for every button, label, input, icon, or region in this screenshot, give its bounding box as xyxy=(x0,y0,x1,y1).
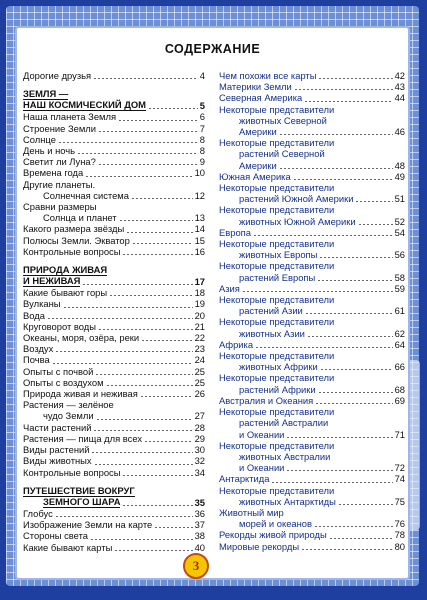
toc-page-number: 16 xyxy=(194,245,205,257)
toc-entry-title: Глобус xyxy=(23,507,53,519)
toc-page-number: 36 xyxy=(194,507,205,519)
toc-page-number: 44 xyxy=(394,92,405,104)
dot-leader xyxy=(271,482,392,483)
dot-leader xyxy=(286,437,392,438)
toc-section-heading xyxy=(23,100,205,111)
toc-page-number: 7 xyxy=(199,122,205,134)
toc-entry xyxy=(219,227,405,238)
dot-leader xyxy=(279,168,393,169)
toc-page xyxy=(17,28,408,578)
toc-entry-title: растений Азии xyxy=(239,305,303,317)
toc-entry-title: Воздух xyxy=(23,343,54,355)
toc-page-number: 28 xyxy=(194,421,205,433)
toc-entry-title: и Океании xyxy=(239,462,285,474)
toc-entry xyxy=(219,193,405,204)
toc-entry xyxy=(219,70,405,81)
toc-entry xyxy=(219,339,405,350)
dot-leader xyxy=(314,526,393,527)
toc-entry-title: Животный мир xyxy=(219,506,284,518)
toc-entry xyxy=(219,529,405,540)
dot-leader xyxy=(122,475,192,476)
dot-leader xyxy=(293,179,393,180)
dot-leader xyxy=(98,329,193,330)
dot-leader xyxy=(98,131,198,132)
dot-leader xyxy=(90,539,193,540)
toc-entry-title: И НЕЖИВАЯ xyxy=(23,275,81,287)
toc-entry-title: растений Южной Америки xyxy=(239,193,354,205)
toc-entry xyxy=(23,156,205,167)
toc-entry-title: Азия xyxy=(219,282,240,294)
toc-entry-title: Некоторые представители xyxy=(219,103,335,115)
toc-entry-title: Некоторые представители xyxy=(219,316,335,328)
dot-leader xyxy=(98,164,198,165)
toc-entry xyxy=(219,305,405,316)
toc-page-number: 49 xyxy=(394,170,405,182)
dot-leader xyxy=(304,101,392,102)
toc-entry xyxy=(23,201,205,212)
toc-entry-title: Америки xyxy=(239,159,277,171)
toc-entry xyxy=(23,310,205,321)
toc-entry-title: Северная Америка xyxy=(219,92,303,104)
toc-page-number: 22 xyxy=(194,332,205,344)
toc-entry xyxy=(23,70,205,81)
dot-leader xyxy=(242,291,393,292)
toc-entry xyxy=(219,361,405,372)
toc-page-number: 56 xyxy=(394,249,405,261)
toc-entry xyxy=(23,145,205,156)
dot-leader xyxy=(52,363,193,364)
toc-page-number: 75 xyxy=(394,495,405,507)
toc-entry xyxy=(219,384,405,395)
toc-entry-title: Африка xyxy=(219,338,254,350)
dot-leader xyxy=(315,403,392,404)
toc-entry xyxy=(219,272,405,283)
toc-entry xyxy=(23,235,205,246)
dot-leader xyxy=(141,340,192,341)
toc-entry xyxy=(23,134,205,145)
toc-entry xyxy=(23,433,205,444)
toc-entry-title: Солнца и планет xyxy=(43,212,117,224)
toc-entry-title: животных Северной xyxy=(239,114,327,126)
dot-leader xyxy=(122,505,192,506)
toc-entry xyxy=(23,399,205,410)
toc-page-number: 62 xyxy=(394,327,405,339)
toc-page-number: 43 xyxy=(394,81,405,93)
toc-entry-title: растений Европы xyxy=(239,271,316,283)
toc-page-number: 14 xyxy=(194,223,205,235)
toc-entry xyxy=(219,81,405,92)
toc-entry-title: Почва xyxy=(23,354,50,366)
dot-leader xyxy=(286,470,392,471)
toc-entry-title: животных Африки xyxy=(239,361,318,373)
toc-page-number: 48 xyxy=(394,159,405,171)
dot-leader xyxy=(126,232,192,233)
toc-entry xyxy=(23,354,205,365)
dot-leader xyxy=(93,430,192,431)
dot-leader xyxy=(253,235,393,236)
toc-entry-title: животных Европы xyxy=(239,249,318,261)
toc-entry-title: Океаны, моря, озёра, реки xyxy=(23,332,140,344)
toc-entry-title: растений Северной xyxy=(239,148,325,160)
toc-page-number: 32 xyxy=(194,455,205,467)
toc-page-number: 61 xyxy=(394,305,405,317)
toc-entry xyxy=(219,294,405,305)
toc-entry-title: Времена года xyxy=(23,167,84,179)
dot-leader xyxy=(318,392,393,393)
toc-entry-title: Некоторые представители xyxy=(219,260,335,272)
toc-entry xyxy=(23,343,205,354)
toc-page-number: 6 xyxy=(199,111,205,123)
toc-entry-title: Некоторые представители xyxy=(219,182,335,194)
dot-leader xyxy=(320,369,393,370)
toc-entry xyxy=(219,440,405,451)
toc-entry xyxy=(219,316,405,327)
toc-entry-title: ПРИРОДА ЖИВАЯ xyxy=(23,264,108,276)
toc-entry-title: Некоторые представители xyxy=(219,372,335,384)
toc-entry-title: ПУТЕШЕСТВИЕ ВОКРУГ xyxy=(23,484,135,496)
toc-entry xyxy=(219,395,405,406)
toc-entry xyxy=(23,190,205,201)
toc-entry-title: Растения — пища для всех xyxy=(23,432,143,444)
dot-leader xyxy=(329,538,393,539)
toc-entry-title: Круговорот воды xyxy=(23,320,96,332)
toc-right-column xyxy=(219,70,405,552)
toc-entry-title: Вулканы xyxy=(23,298,61,310)
toc-entry xyxy=(219,126,405,137)
toc-page-number: 17 xyxy=(194,276,205,288)
toc-page-number: 78 xyxy=(394,529,405,541)
toc-page-number: 8 xyxy=(199,145,205,157)
toc-entry xyxy=(23,332,205,343)
toc-entry-title: НАШ КОСМИЧЕСКИЙ ДОМ xyxy=(23,99,146,111)
toc-page-number: 66 xyxy=(394,361,405,373)
toc-page-number: 4 xyxy=(199,70,205,81)
toc-entry-title: морей и океанов xyxy=(239,518,312,530)
toc-page-number: 69 xyxy=(394,394,405,406)
toc-entry-title: ЗЕМЛЯ — xyxy=(23,88,69,100)
toc-entry xyxy=(219,92,405,103)
dot-leader xyxy=(318,78,392,79)
toc-entry xyxy=(23,366,205,377)
dot-leader xyxy=(307,336,393,337)
toc-page-number: 21 xyxy=(194,320,205,332)
toc-entry-title: Контрольные вопросы xyxy=(23,466,121,478)
toc-entry xyxy=(23,388,205,399)
toc-entry-title: Контрольные вопросы xyxy=(23,245,121,257)
toc-entry-title: День и ночь xyxy=(23,145,76,157)
toc-entry xyxy=(219,429,405,440)
toc-page-number: 37 xyxy=(194,519,205,531)
toc-page-number: 74 xyxy=(394,473,405,485)
section-gap xyxy=(23,257,205,264)
toc-entry-title: Некоторые представители xyxy=(219,137,335,149)
toc-entry xyxy=(23,223,205,234)
toc-page-number: 23 xyxy=(194,343,205,355)
toc-entry-title: растений Австралии xyxy=(239,417,329,429)
dot-leader xyxy=(63,307,193,308)
dot-leader xyxy=(301,549,392,550)
toc-entry-title: Некоторые представители xyxy=(219,350,335,362)
toc-entry xyxy=(219,148,405,159)
dot-leader xyxy=(338,504,393,505)
dot-leader xyxy=(132,243,193,244)
toc-entry-title: Сравни размеры xyxy=(23,201,97,213)
dot-leader xyxy=(93,78,198,79)
toc-section-heading xyxy=(23,264,205,276)
toc-entry-title: Антарктида xyxy=(219,473,270,485)
toc-entry-title: Мировые рекорды xyxy=(219,540,300,552)
toc-entry-title: Некоторые представители xyxy=(219,439,335,451)
toc-entry xyxy=(23,321,205,332)
toc-section-heading xyxy=(23,88,205,100)
page-title: СОДЕРЖАНИЕ xyxy=(164,42,261,56)
toc-entry xyxy=(23,377,205,388)
dot-leader xyxy=(95,374,192,375)
toc-left-column xyxy=(23,70,205,553)
toc-entry-title: Некоторые представители xyxy=(219,406,335,418)
toc-entry-title: Материки Земли xyxy=(219,81,292,93)
toc-entry-title: Светит ли Луна? xyxy=(23,156,96,168)
toc-page-number: 59 xyxy=(394,282,405,294)
toc-entry-title: Некоторые представители xyxy=(219,484,335,496)
toc-entry-title: Другие планеты. xyxy=(23,178,96,190)
toc-page-number: 19 xyxy=(194,298,205,310)
toc-entry xyxy=(23,111,205,122)
toc-entry xyxy=(219,260,405,271)
toc-entry-title: животных Антарктиды xyxy=(239,495,336,507)
toc-entry-title: Растения — зелёное xyxy=(23,399,114,411)
dot-leader xyxy=(122,254,192,255)
dot-leader xyxy=(94,464,193,465)
toc-entry-title: Наша планета Земля xyxy=(23,111,117,123)
toc-page-number: 38 xyxy=(194,530,205,542)
toc-entry-title: Части растений xyxy=(23,421,92,433)
dot-leader xyxy=(118,120,198,121)
toc-entry xyxy=(219,328,405,339)
toc-entry-title: Вода xyxy=(23,309,45,321)
toc-entry-title: чудо Земли xyxy=(43,410,94,422)
dot-leader xyxy=(131,198,193,199)
dot-leader xyxy=(319,257,392,258)
toc-entry-title: животных Азии xyxy=(239,327,305,339)
toc-page-number: 68 xyxy=(394,383,405,395)
toc-entry xyxy=(23,455,205,466)
toc-entry-title: Какого размера звёзды xyxy=(23,223,125,235)
toc-entry-title: Виды животных xyxy=(23,455,92,467)
toc-page-number: 20 xyxy=(194,309,205,321)
toc-page-number: 9 xyxy=(199,156,205,168)
toc-entry xyxy=(219,283,405,294)
toc-entry xyxy=(219,216,405,227)
dot-leader xyxy=(96,419,193,420)
toc-entry-title: Природа живая и неживая xyxy=(23,388,138,400)
toc-page-number: 26 xyxy=(194,388,205,400)
toc-page-number: 27 xyxy=(194,410,205,422)
toc-page-number: 46 xyxy=(394,126,405,138)
toc-entry xyxy=(23,422,205,433)
toc-entry-title: и Океании xyxy=(239,428,285,440)
toc-entry xyxy=(219,182,405,193)
toc-page-number: 29 xyxy=(194,432,205,444)
toc-page-number: 58 xyxy=(394,271,405,283)
toc-page-number: 8 xyxy=(199,133,205,145)
dot-leader xyxy=(77,153,198,154)
dot-leader xyxy=(294,89,393,90)
toc-entry-title: Дорогие друзья xyxy=(23,70,92,81)
toc-entry-title: Солнце xyxy=(23,133,56,145)
toc-entry-title: Солнечная система xyxy=(43,189,129,201)
toc-entry xyxy=(219,137,405,148)
dot-leader xyxy=(106,385,193,386)
toc-entry-title: Строение Земли xyxy=(23,122,96,134)
toc-entry xyxy=(219,518,405,529)
toc-page-number: 24 xyxy=(194,354,205,366)
toc-entry-title: животных Австралии xyxy=(239,450,331,462)
toc-entry xyxy=(219,406,405,417)
toc-entry-title: Некоторые представители xyxy=(219,204,335,216)
dot-leader xyxy=(85,176,192,177)
toc-entry-title: животных Южной Америки xyxy=(239,215,356,227)
toc-page-number: 25 xyxy=(194,376,205,388)
toc-entry xyxy=(219,473,405,484)
toc-page-number: 15 xyxy=(194,234,205,246)
dot-leader xyxy=(279,134,393,135)
toc-section-heading xyxy=(23,497,205,508)
dot-leader xyxy=(91,452,192,453)
toc-entry xyxy=(23,246,205,257)
toc-entry xyxy=(23,410,205,421)
toc-page-number: 12 xyxy=(194,189,205,201)
toc-entry xyxy=(219,160,405,171)
toc-page-number: 42 xyxy=(394,70,405,81)
toc-entry xyxy=(23,542,205,553)
toc-entry-title: Рекорды живой природы xyxy=(219,529,327,541)
page-number-badge: 3 xyxy=(183,553,209,579)
dot-leader xyxy=(148,108,198,109)
toc-entry xyxy=(219,238,405,249)
toc-entry-title: Некоторые представители xyxy=(219,238,335,250)
toc-entry xyxy=(219,249,405,260)
toc-page-number: 35 xyxy=(194,496,205,508)
toc-entry-title: Опыты с почвой xyxy=(23,365,94,377)
toc-page-number: 64 xyxy=(394,338,405,350)
toc-entry xyxy=(219,171,405,182)
toc-page-number: 52 xyxy=(394,215,405,227)
dot-leader xyxy=(144,441,193,442)
toc-entry xyxy=(23,519,205,530)
toc-entry xyxy=(219,485,405,496)
toc-entry-title: Чем похожи все карты xyxy=(219,70,317,81)
toc-section-heading xyxy=(23,485,205,497)
toc-page-number: 72 xyxy=(394,462,405,474)
toc-entry xyxy=(219,451,405,462)
toc-entry-title: Виды растений xyxy=(23,444,90,456)
dot-leader xyxy=(82,284,192,285)
toc-page-number: 80 xyxy=(394,540,405,552)
toc-entry-title: ЗЕМНОГО ШАРА xyxy=(43,495,121,507)
section-gap xyxy=(23,81,205,88)
dot-leader xyxy=(154,527,192,528)
toc-page-number: 25 xyxy=(194,365,205,377)
toc-entry xyxy=(219,104,405,115)
toc-entry xyxy=(219,541,405,552)
toc-entry xyxy=(219,496,405,507)
dot-leader xyxy=(119,220,193,221)
dot-leader xyxy=(109,295,192,296)
toc-entry xyxy=(219,115,405,126)
toc-page-number: 76 xyxy=(394,518,405,530)
dot-leader xyxy=(255,347,393,348)
toc-entry xyxy=(23,530,205,541)
toc-entry xyxy=(23,212,205,223)
dot-leader xyxy=(47,318,193,319)
toc-entry xyxy=(23,179,205,190)
toc-page-number: 54 xyxy=(394,226,405,238)
dot-leader xyxy=(140,396,193,397)
toc-entry-title: Америки xyxy=(239,126,277,138)
toc-entry-title: Австралия и Океания xyxy=(219,394,314,406)
toc-entry xyxy=(23,298,205,309)
toc-entry xyxy=(219,372,405,383)
toc-entry xyxy=(23,467,205,478)
toc-entry xyxy=(23,123,205,134)
dot-leader xyxy=(305,313,393,314)
dot-leader xyxy=(58,142,198,143)
toc-entry xyxy=(23,508,205,519)
dot-leader xyxy=(55,516,193,517)
toc-entry-title: Изображение Земли на карте xyxy=(23,519,153,531)
toc-page-number: 5 xyxy=(199,100,205,112)
toc-page-number: 71 xyxy=(394,428,405,440)
toc-entry xyxy=(219,350,405,361)
toc-entry-title: растений Африки xyxy=(239,383,316,395)
toc-entry-title: Южная Америка xyxy=(219,170,291,182)
toc-page-number: 10 xyxy=(194,167,205,179)
section-gap xyxy=(23,478,205,485)
toc-entry xyxy=(23,167,205,178)
toc-entry-title: Полюсы Земли. Экватор xyxy=(23,234,130,246)
toc-page-number: 13 xyxy=(194,212,205,224)
toc-entry xyxy=(219,417,405,428)
toc-entry xyxy=(23,444,205,455)
toc-page-number: 40 xyxy=(194,541,205,553)
toc-entry xyxy=(23,287,205,298)
toc-entry-title: Опыты с воздухом xyxy=(23,376,104,388)
toc-entry xyxy=(219,204,405,215)
toc-entry xyxy=(219,462,405,473)
dot-leader xyxy=(317,280,392,281)
toc-section-heading xyxy=(23,276,205,287)
toc-page-number: 18 xyxy=(194,287,205,299)
dot-leader xyxy=(358,224,393,225)
toc-entry-title: Некоторые представители xyxy=(219,294,335,306)
toc-entry-title: Какие бывают горы xyxy=(23,287,108,299)
dot-leader xyxy=(355,201,392,202)
toc-entry-title: Какие бывают карты xyxy=(23,541,113,553)
toc-entry-title: Стороны света xyxy=(23,530,88,542)
dot-leader xyxy=(114,550,192,551)
toc-page-number: 30 xyxy=(194,444,205,456)
toc-page-number: 34 xyxy=(194,466,205,478)
toc-entry-title: Европа xyxy=(219,226,251,238)
toc-entry xyxy=(219,507,405,518)
dot-leader xyxy=(55,351,192,352)
toc-page-number: 51 xyxy=(394,193,405,205)
